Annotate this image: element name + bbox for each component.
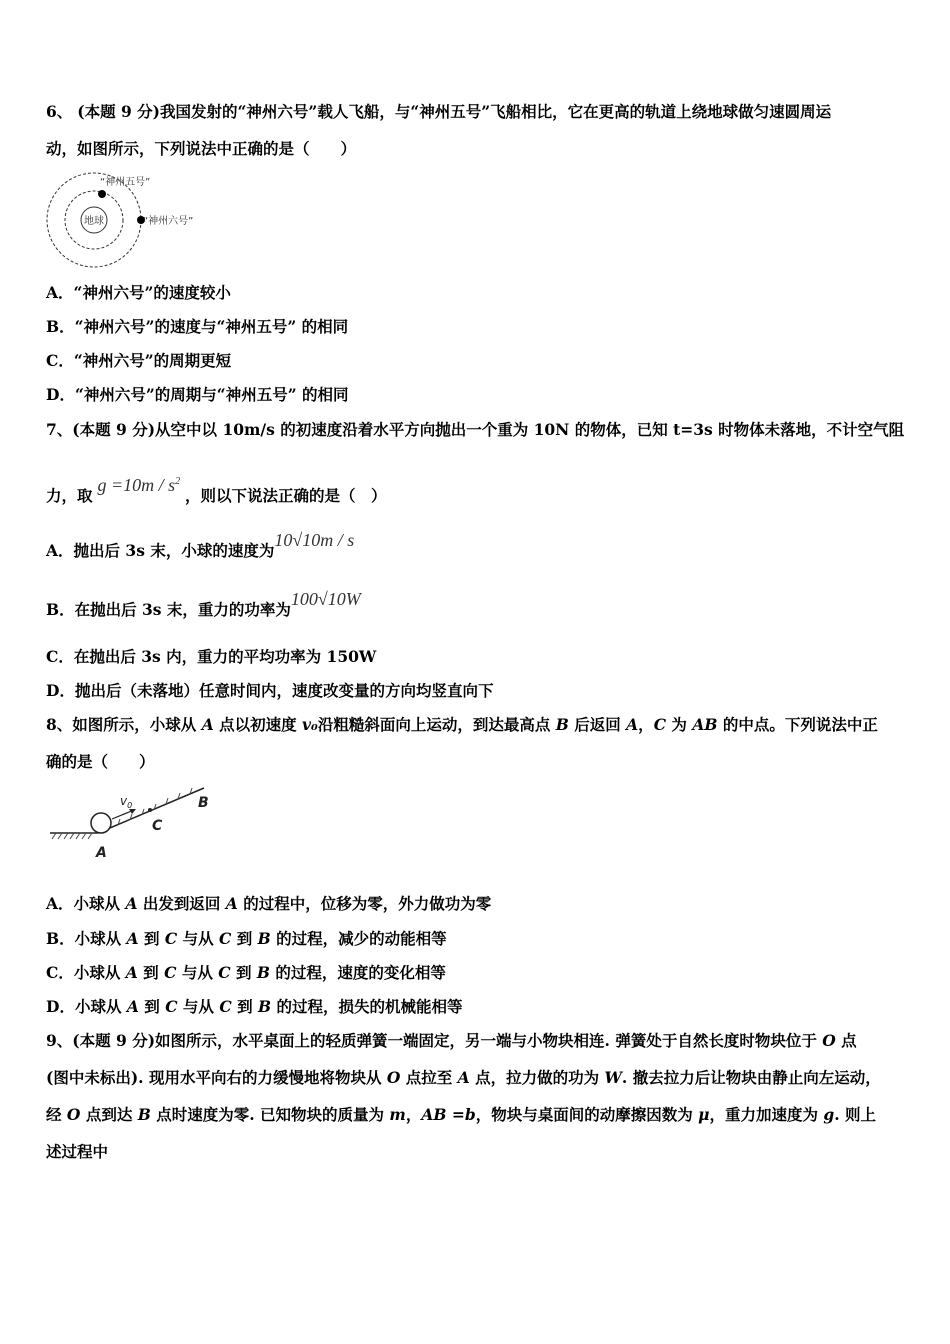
- point-c-dot: [148, 808, 152, 812]
- shenzhou6-label: “神州六号”: [143, 216, 194, 227]
- earth-label: 地球: [84, 216, 104, 227]
- q7-option-b: B．在抛出后 3s 末，重力的功率为100√10W: [46, 589, 361, 619]
- q6-option-c: C．“神州六号”的周期更短: [46, 351, 232, 370]
- label-c: C: [152, 818, 163, 834]
- formula-g: $g =10m / s^2$: [97, 475, 181, 495]
- shenzhou5-label: “神州五号”: [100, 177, 151, 188]
- q8-option-a: A．小球从 A 出发到返回 A 的过程中，位移为零，外力做功为零: [46, 894, 492, 913]
- q7-option-c: C．在抛出后 3s 内，重力的平均功率为 150W: [46, 647, 377, 666]
- label-a: A: [96, 845, 107, 861]
- q7-option-a: A．抛出后 3s 末，小球的速度为10√10m / s: [46, 530, 355, 560]
- q8-option-d: D．小球从 A 到 C 与从 C 到 B 的过程，损失的机械能相等: [46, 997, 463, 1016]
- q6-option-d: D．“神州六号”的周期与“神州五号” 的相同: [46, 385, 349, 404]
- q8-option-c: C．小球从 A 到 C 与从 C 到 B 的过程，速度的变化相等: [46, 963, 446, 982]
- q6-option-b: B．“神州六号”的速度与“神州五号” 的相同: [46, 317, 349, 336]
- q6-option-a: A．“神州六号”的速度较小: [46, 283, 231, 302]
- q9-stem-line2: (图中未标出). 现用水平向右的力缓慢地将物块从 O 点拉至 A 点，拉力做的功为 W. 撤去拉力后让物块由静止向左运动，: [46, 1068, 881, 1087]
- formula-power: 100√10W: [290, 589, 361, 609]
- q8-stem-line1: 8、如图所示，小球从 A 点以初速度 v₀沿粗糙斜面向上运动，到达最高点 B 后返回 A，C 为 AB 的中点。下列说法中正: [46, 715, 878, 734]
- q9-stem-line3: 经 O 点到达 B 点时速度为零. 已知物块的质量为 m，AB =b，物块与桌面间的动摩擦因数为 μ，重力加速度为 g. 则上: [46, 1105, 877, 1124]
- q7-option-d: D．抛出后（未落地）任意时间内，速度改变量的方向均竖直向下: [46, 681, 494, 700]
- formula-velocity: 10√10m / s: [274, 530, 355, 550]
- q8-stem-line2: 确的是（ ）: [46, 752, 155, 771]
- q9-stem-line4: 述过程中: [46, 1142, 109, 1161]
- q6-stem-line2: 动，如图所示，下列说法中正确的是（ ）: [46, 139, 357, 158]
- incline-figure: [46, 783, 221, 863]
- v0-label: $v_0$: [120, 794, 133, 810]
- q9-stem-line1: 9、(本题 9 分)如图所示，水平桌面上的轻质弹簧一端固定，另一端与小物块相连. 弹簧处于自然长度时物块位于 O 点: [46, 1031, 857, 1050]
- orbit-figure: [44, 170, 214, 272]
- label-b: B: [198, 795, 209, 811]
- q6-stem-line1: 6、 (本题 9 分)我国发射的“神州六号”载人飞船，与“神州五号”飞船相比，它在更高的轨道上绕地球做匀速圆周运: [46, 102, 832, 121]
- q7-stem-line2: 力，取 $g =10m / s^2$ ，则以下说法正确的是（ ）: [46, 475, 387, 505]
- q8-option-b: B．小球从 A 到 C 与从 C 到 B 的过程，减少的动能相等: [46, 929, 447, 948]
- shenzhou5-dot: [98, 190, 106, 198]
- ground-hatch: [52, 833, 92, 839]
- ball: [91, 813, 111, 833]
- q7-stem-line1: 7、(本题 9 分)从空中以 10m/s 的初速度沿着水平方向抛出一个重为 10N 的物体，已知 t=3s 时物体未落地，不计空气阻: [46, 420, 905, 439]
